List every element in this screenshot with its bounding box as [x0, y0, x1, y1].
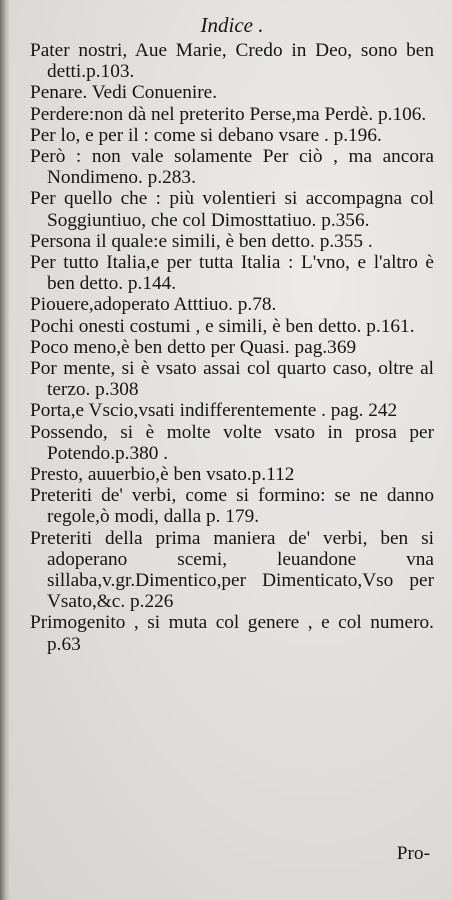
index-entry: Persona il quale:e simili, è ben detto. p.355 .	[30, 230, 373, 252]
index-entry: Por mente, si è vsato assai col quarto caso, oltre al terzo. p.308	[30, 358, 434, 401]
index-entry: Presto, auuerbio,è ben vsato.p.112	[30, 464, 295, 486]
index-entry: Però : non vale solamente Per ciò , ma ancora Nondimeno. p.283.	[30, 146, 434, 189]
index-entry: Primogenito , si muta col genere , e col numero. p.63	[30, 612, 434, 655]
index-entry: Poco meno,è ben detto per Quasi. pag.369	[30, 336, 357, 358]
index-entry: Perdere:non dà nel preterito Perse,ma Perdè. p.106.	[30, 103, 427, 125]
catchword: Pro-	[396, 843, 430, 864]
index-entry: Preteriti della prima maniera de' verbi, ben si adoperano scemi, leuandone vna sillaba,v.gr.Dimentico,per Dimenticato,Vso per Vsato,&c. p.226	[30, 527, 434, 613]
index-entry: Pater nostri, Aue Marie, Credo in Deo, sono ben detti.p.103.	[30, 40, 434, 83]
index-entry: Pochi onesti costumi , e simili, è ben detto. p.161.	[30, 315, 415, 337]
index-entry: Per quello che : più volentieri si accompagna col Soggiuntiuo, che col Dimosttatiuo. p.356.	[30, 188, 434, 231]
index-entry: Per tutto Italia,e per tutta Italia : L'vno, e l'altro è ben detto. p.144.	[30, 252, 434, 295]
index-entries	[30, 40, 434, 655]
page-header: Indice .	[200, 13, 264, 37]
index-entry: Piouere,adoperato Atttiuo. p.78.	[30, 294, 277, 316]
index-entry: Preteriti de' verbi, come si formino: se ne danno regole,ò modi, dalla p. 179.	[30, 485, 434, 528]
index-entry: Possendo, si è molte volte vsato in prosa per Potendo.p.380 .	[30, 421, 434, 464]
index-entry: Per lo, e per il : come si debano vsare . p.196.	[30, 124, 382, 146]
page-spine-shadow	[0, 0, 10, 900]
index-entry: Porta,e Vscio,vsati indifferentemente . pag. 242	[30, 400, 398, 422]
index-entry: Penare. Vedi Conuenire.	[30, 82, 218, 104]
